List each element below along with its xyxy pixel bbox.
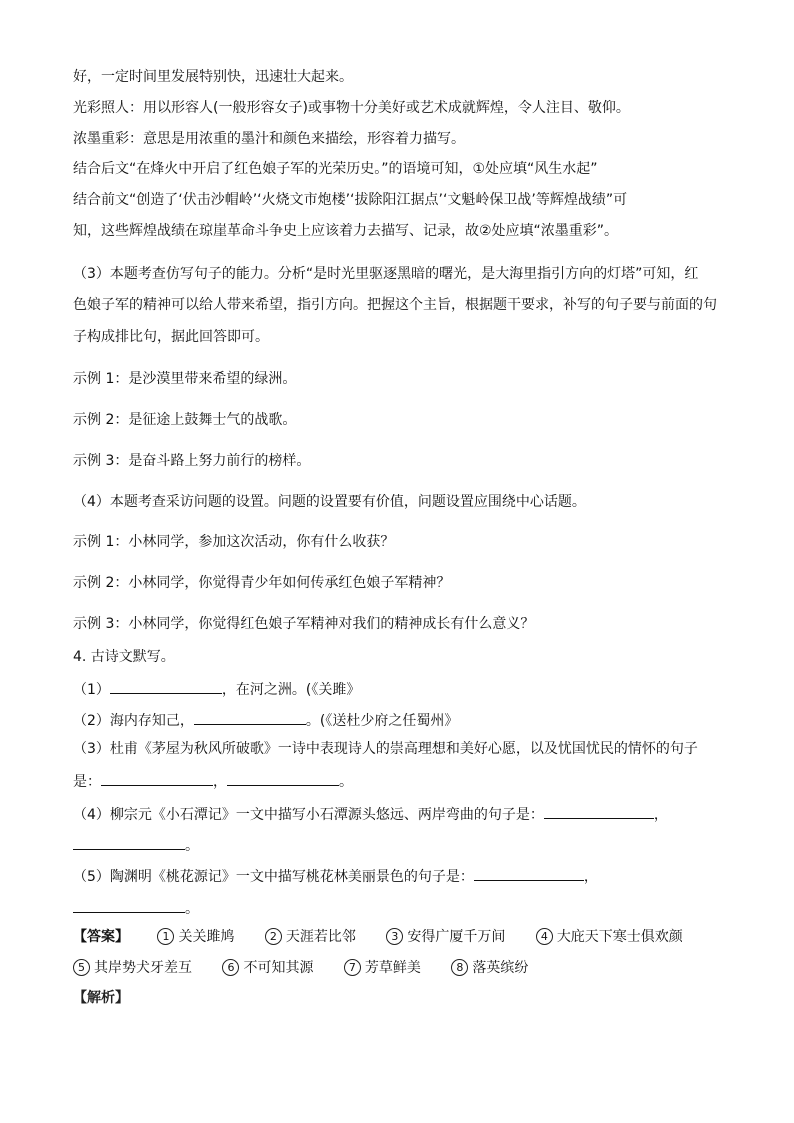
answer-item (265, 927, 356, 947)
text-line: 结合后文“在烽火中开启了红色娘子军的光荣历史。”的语境可知，①处应填“风生水起” (73, 161, 598, 177)
answer-number: 3 (386, 928, 403, 945)
question-1 (73, 678, 360, 700)
question-prefix: （2）海内存知己， (73, 713, 194, 729)
answer-text: 其岸势犬牙差互 (94, 960, 192, 976)
example-line: 示例 3：是奋斗路上努力前行的榜样。 (73, 453, 311, 469)
answer-blank (544, 803, 654, 819)
answer-blank (73, 834, 185, 850)
section-heading: 4. 古诗文默写。 (73, 649, 175, 665)
answer-row-2 (73, 958, 554, 978)
example-line: 示例 2：小林同学，你觉得青少年如何传承红色娘子军精神？ (73, 575, 451, 591)
answer-text: 关关雎鸠 (178, 929, 235, 945)
text-line: 色娘子军的精神可以给人带来希望，指引方向。把握这个主旨，根据题干要求，补写的句子要与前面的句 (73, 297, 717, 313)
answer-item (451, 958, 528, 978)
answer-text: 芳草鲜美 (364, 960, 421, 976)
answer-number: 6 (222, 959, 239, 976)
answer-number: 1 (157, 928, 174, 945)
example-line: 示例 1：小林同学，参加这次活动，你有什么收获？ (73, 534, 395, 550)
question-prefix: 是： (73, 774, 101, 790)
answer-number: 5 (73, 959, 90, 976)
question-suffix: ，在河之洲。(《关雎》 (221, 682, 361, 698)
answer-item (157, 927, 234, 947)
example-line: 示例 3：小林同学，你觉得红色娘子军精神对我们的精神成长有什么意义？ (73, 616, 535, 632)
text-line: 好，一定时间里发展特别快，迅速壮大起来。 (73, 69, 353, 85)
question-4 (73, 803, 668, 825)
answer-number: 2 (265, 928, 282, 945)
question-suffix: 。 (185, 901, 199, 917)
analysis-label: 【解析】 (73, 990, 129, 1006)
answer-text: 落英缤纷 (472, 960, 529, 976)
answer-number: 7 (344, 959, 361, 976)
answer-blank (227, 770, 339, 786)
answer-row-1 (73, 927, 683, 947)
text-line: 知，这些辉煌战绩在琼崖革命斗争史上应该着力去描写、记录，故②处应填“浓墨重彩”。 (73, 223, 619, 239)
question-5 (73, 865, 598, 887)
answer-number: 4 (536, 928, 553, 945)
example-line: 示例 1：是沙漠里带来希望的绿洲。 (73, 371, 297, 387)
answer-blank (194, 709, 306, 725)
text-line: （4）本题考查采访问题的设置。问题的设置要有价值，问题设置应围绕中心话题。 (73, 494, 586, 510)
answer-item (222, 958, 313, 978)
text-line: 子构成排比句，据此回答即可。 (73, 329, 269, 345)
question-suffix: 。(《送杜少府之任蜀州》 (305, 713, 459, 729)
question-prefix: （5）陶渊明《桃花源记》一文中描写桃花林美丽景色的句子是： (73, 869, 474, 885)
answer-label: 【答案】 (73, 929, 129, 945)
question-separator: ， (213, 774, 227, 790)
text-line: 光彩照人：用以形容人(一般形容女子)或事物十分美好或艺术成就辉煌，令人注目、敬仰。 (73, 100, 630, 116)
example-line: 示例 2：是征途上鼓舞士气的战歌。 (73, 412, 297, 428)
answer-text: 不可知其源 (243, 960, 314, 976)
answer-item (73, 958, 192, 978)
question-3-blanks (73, 770, 353, 792)
answer-number: 8 (451, 959, 468, 976)
answer-item (344, 958, 421, 978)
question-separator: ， (583, 869, 598, 885)
answer-blank (110, 678, 222, 694)
answer-text: 大庇天下寒士俱欢颜 (556, 929, 683, 945)
question-suffix: 。 (185, 838, 199, 854)
text-line: （3）本题考查仿写句子的能力。分析“是时光里驱逐黑暗的曙光，是大海里指引方向的灯塔”可知，红 (73, 266, 699, 282)
question-4-continued (73, 834, 199, 856)
question-prefix: （1） (73, 682, 110, 698)
question-prefix: （4）柳宗元《小石潭记》一文中描写小石潭源头悠远、两岸弯曲的句子是： (73, 807, 544, 823)
text-line: 结合前文“创造了‘伏击沙帽岭’‘火烧文市炮楼’‘拔除阳江据点’‘文魁岭保卫战’等辉煌战绩”可 (73, 192, 628, 208)
answer-item (536, 927, 683, 947)
answer-text: 天涯若比邻 (285, 929, 356, 945)
question-2 (73, 709, 458, 731)
answer-text: 安得广厦千万间 (407, 929, 506, 945)
answer-blank (101, 770, 213, 786)
question-suffix: 。 (339, 774, 353, 790)
answer-item (386, 927, 505, 947)
text-line: 浓墨重彩：意思是用浓重的墨汁和颜色来描绘，形容着力描写。 (73, 131, 465, 147)
question-3-text: （3）杜甫《茅屋为秋风所破歌》一诗中表现诗人的崇高理想和美好心愿，以及忧国忧民的情怀的句子 (73, 741, 698, 757)
question-separator: ， (653, 807, 668, 823)
question-5-continued (73, 897, 199, 919)
answer-blank (73, 897, 185, 913)
answer-blank (474, 865, 584, 881)
